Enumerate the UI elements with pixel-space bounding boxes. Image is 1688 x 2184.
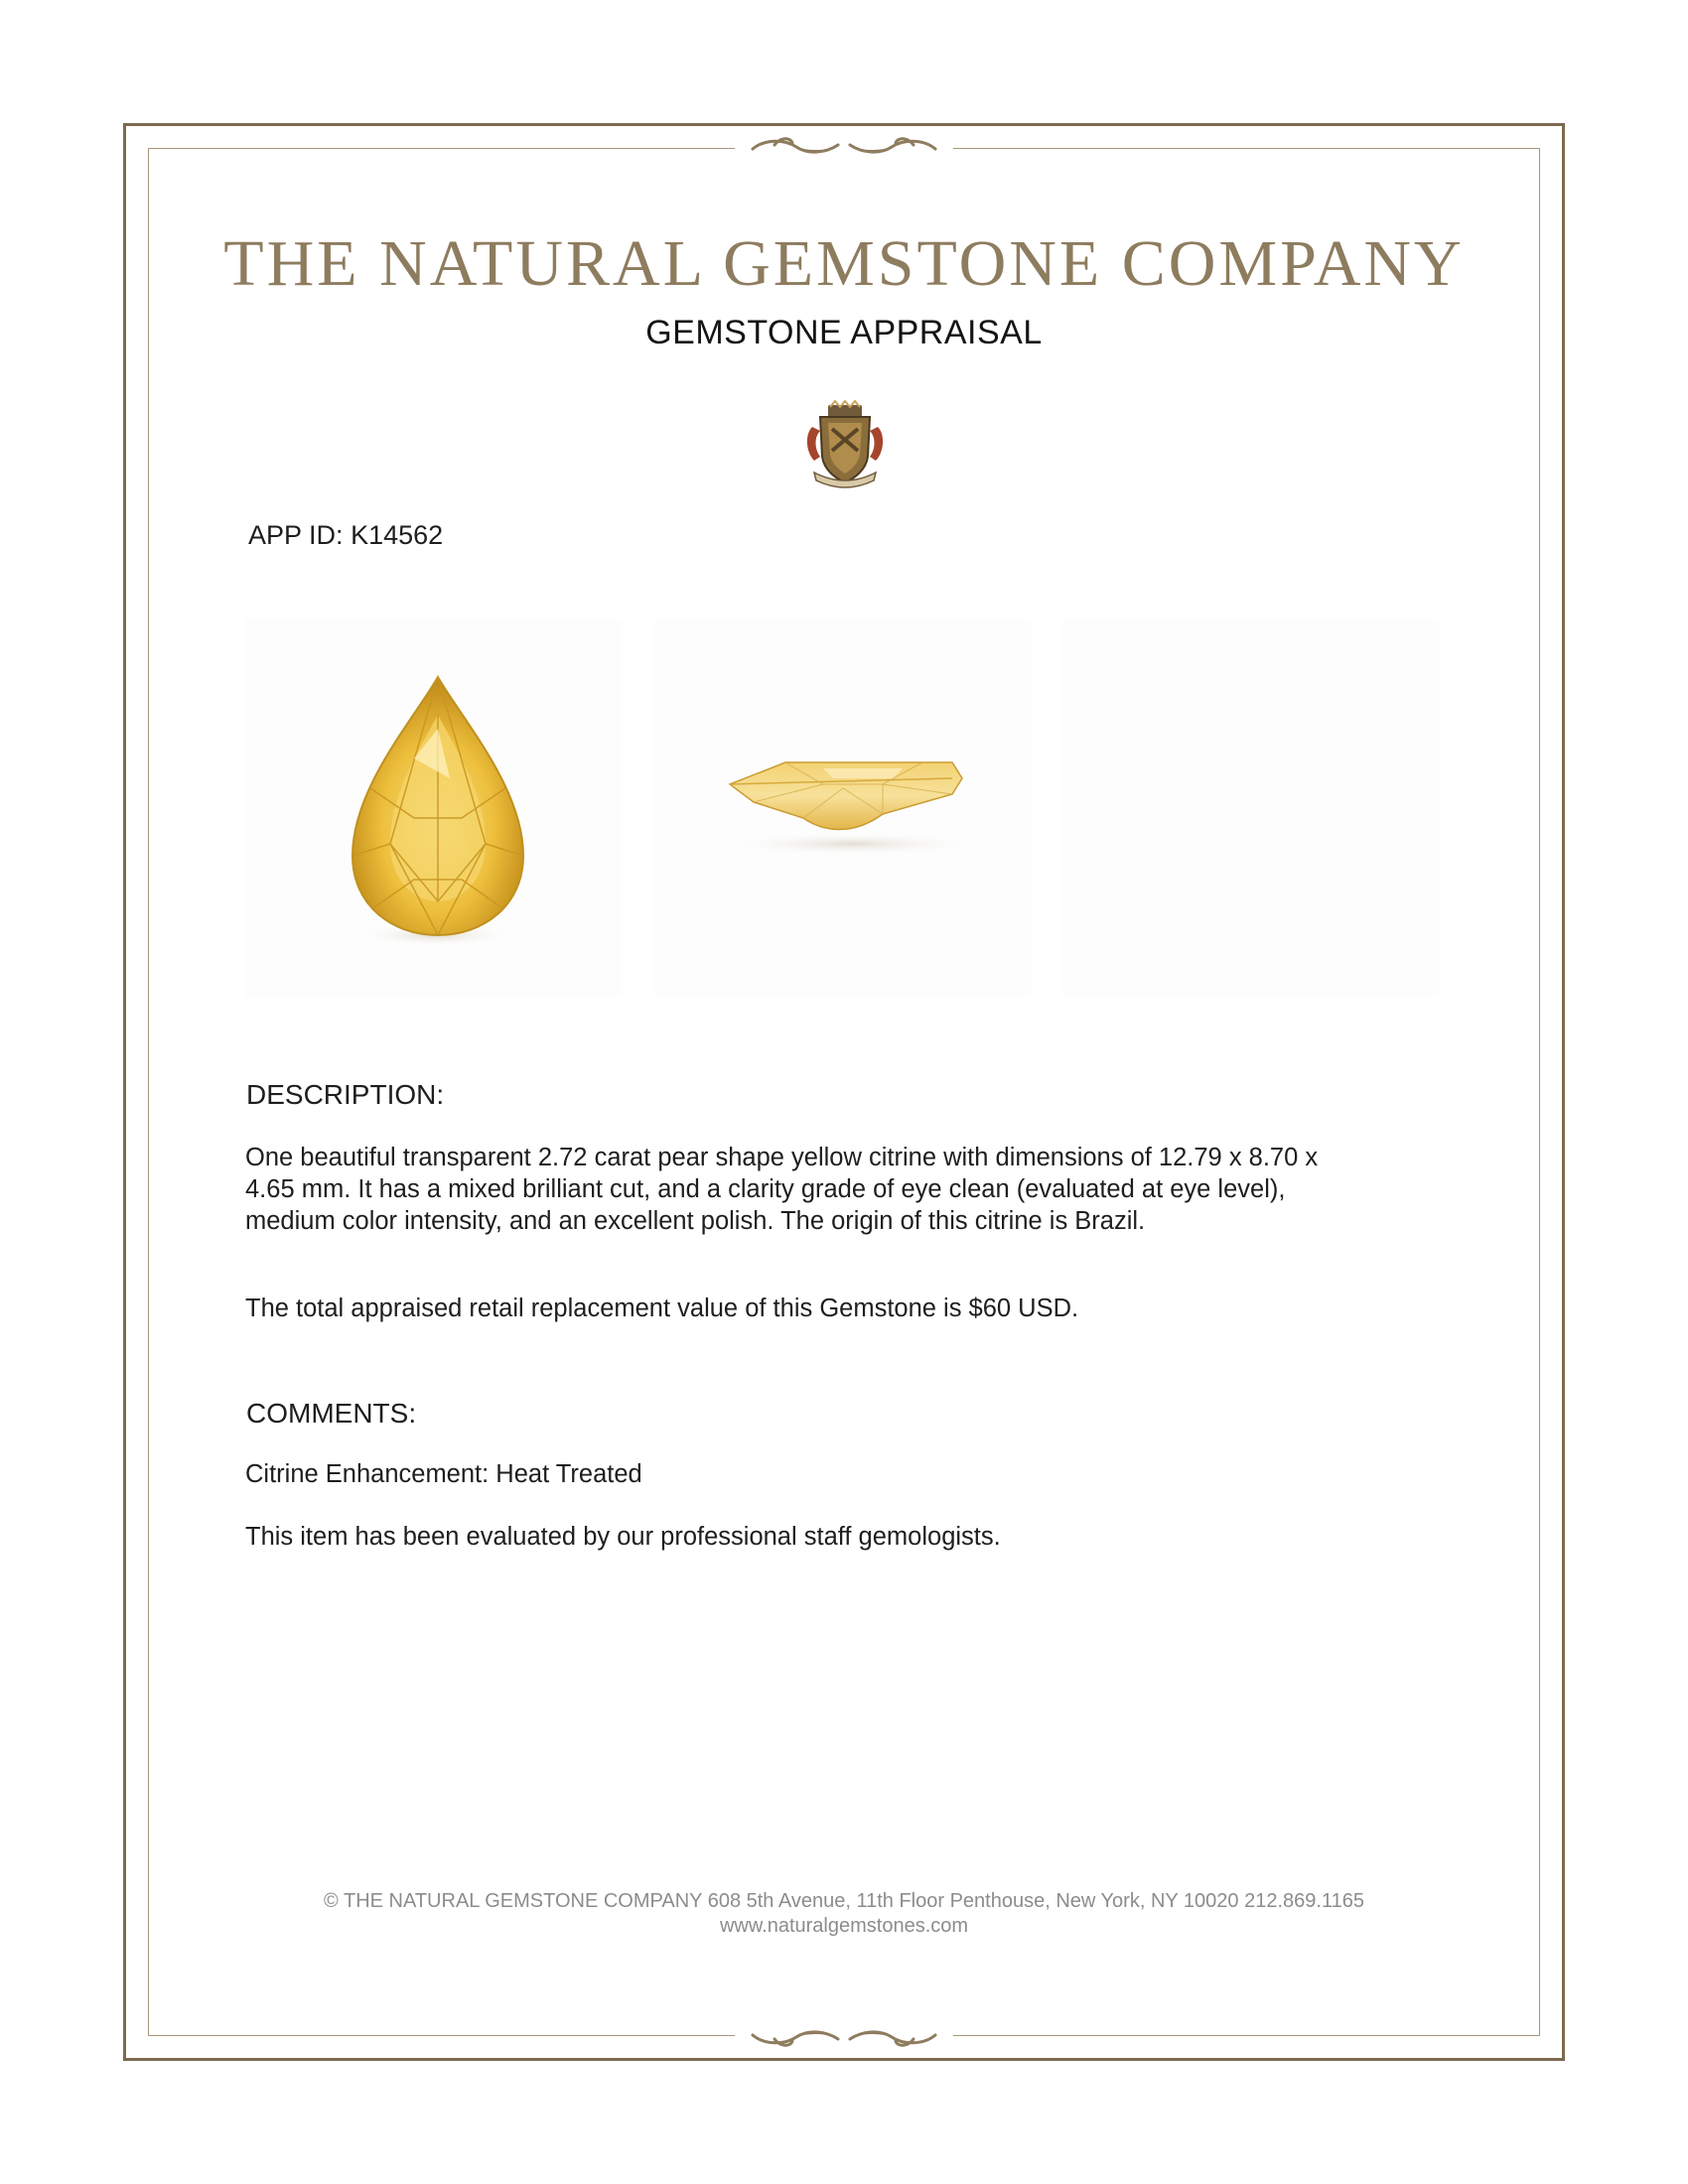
- description-heading: DESCRIPTION:: [246, 1079, 445, 1110]
- enhancement-note: Citrine Enhancement: Heat Treated: [245, 1460, 642, 1488]
- company-name: THE NATURAL GEMSTONE COMPANY: [223, 227, 1465, 300]
- company-crest-icon: [802, 399, 888, 494]
- description-line: 4.65 mm. It has a mixed brilliant cut, and a clarity grade of eye clean (evaluated at eye level),: [245, 1175, 1286, 1203]
- app-id-value: K14562: [351, 520, 444, 550]
- bottom-ornament-icon: [735, 2021, 953, 2051]
- comments-heading: COMMENTS:: [246, 1398, 417, 1429]
- evaluation-note: This item has been evaluated by our professional staff gemologists.: [245, 1523, 1001, 1551]
- top-ornament-icon: [735, 133, 953, 163]
- footer-address: © THE NATURAL GEMSTONE COMPANY 608 5th Avenue, 11th Floor Penthouse, New York, NY 10020 212.869.1165: [324, 1890, 1364, 1912]
- gemstone-photo-top-view: [245, 619, 623, 997]
- gemstone-photo-empty: [1061, 619, 1439, 997]
- app-id-label: APP ID:: [248, 520, 344, 550]
- app-id: [248, 520, 443, 551]
- description-line: medium color intensity, and an excellent polish. The origin of this citrine is Brazil.: [245, 1207, 1146, 1235]
- footer-website: www.naturalgemstones.com: [719, 1915, 969, 1937]
- description-text: [245, 1142, 1437, 1237]
- gemstone-photo-side-view: [654, 619, 1032, 997]
- description-line: One beautiful transparent 2.72 carat pear shape yellow citrine with dimensions of 12.79 x 8.70 x: [245, 1144, 1319, 1171]
- appraised-value-statement: The total appraised retail replacement value of this Gemstone is $60 USD.: [245, 1295, 1079, 1322]
- document-title: GEMSTONE APPRAISAL: [645, 314, 1043, 351]
